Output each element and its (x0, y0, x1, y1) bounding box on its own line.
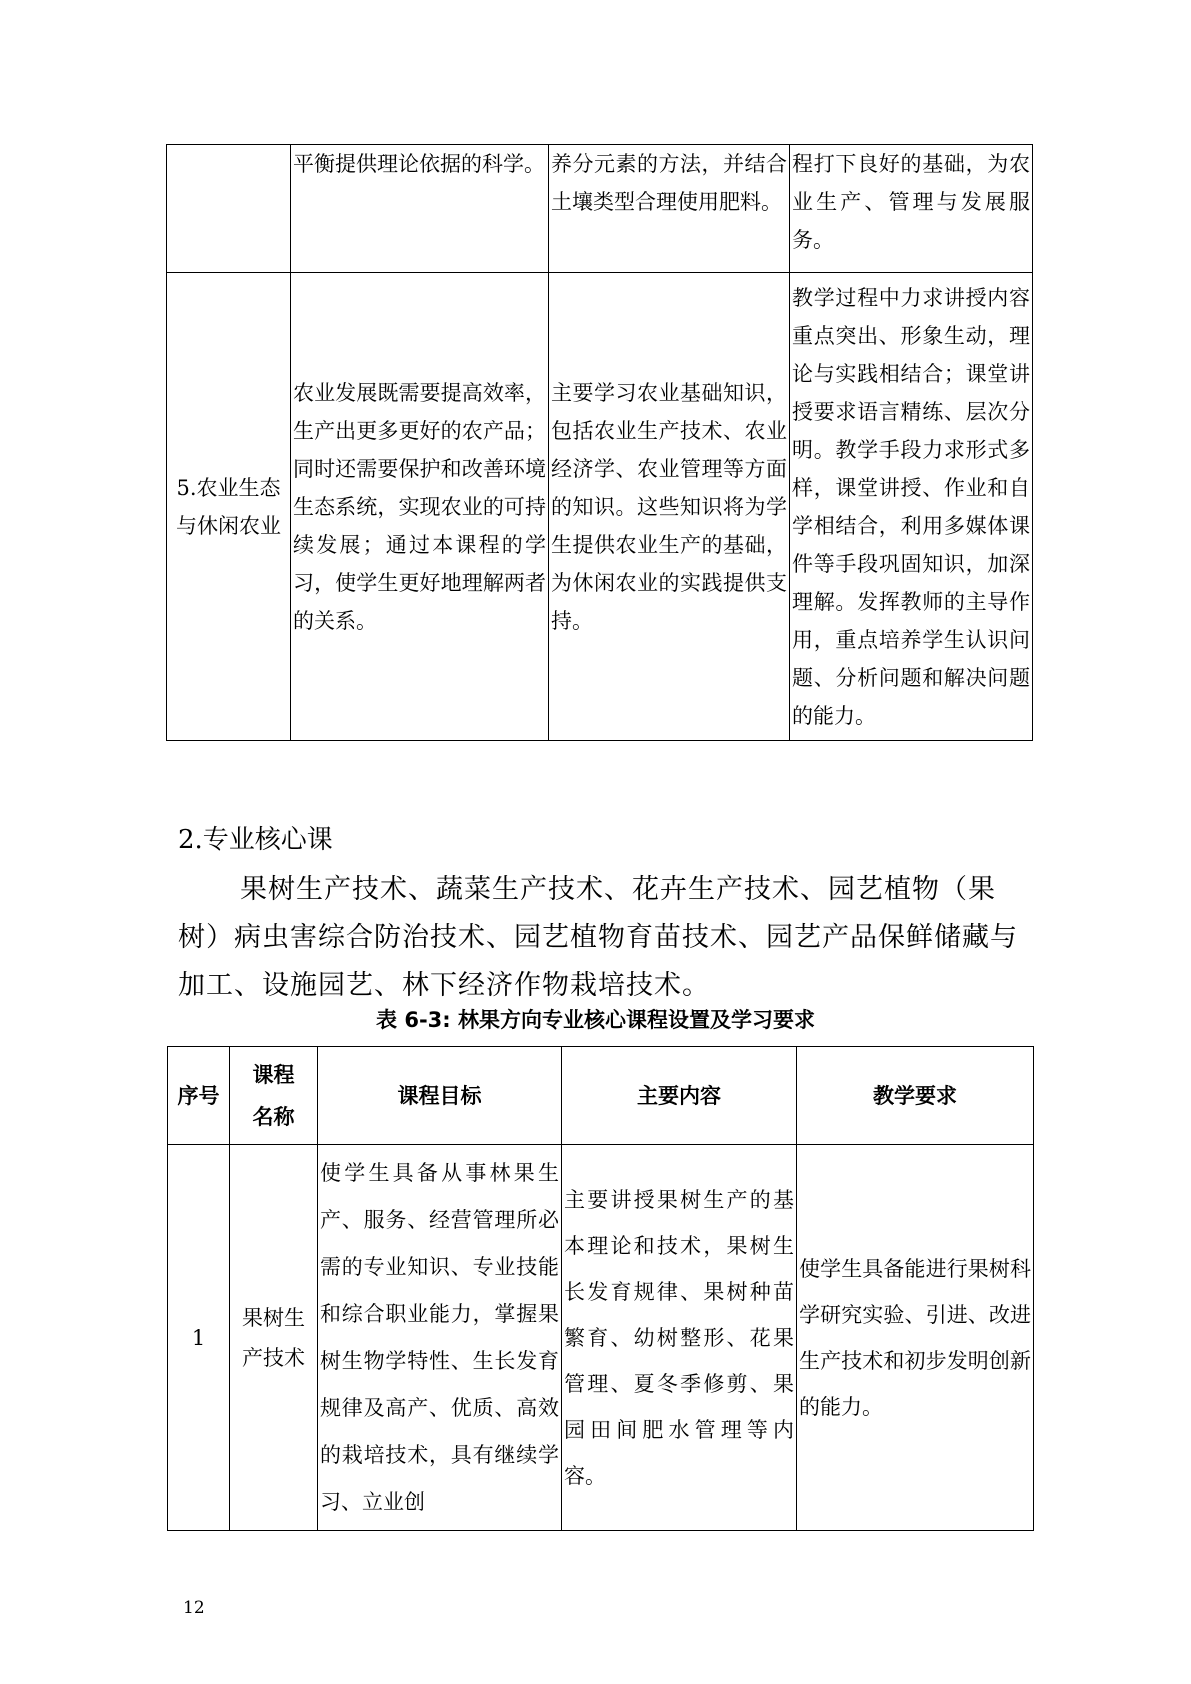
content-cell: 主要讲授果树生产的基本理论和技术，果树生长发育规律、果树种苗繁育、幼树整形、花果管理、夏冬季修剪、果园田间肥水管理等内容。 (562, 1145, 797, 1531)
table-caption: 表 6-3: 林果方向专业核心课程设置及学习要求 (376, 1008, 815, 1032)
requirement-cell: 使学生具备能进行果树科学研究实验、引进、改进生产技术和初步发明创新的能力。 (797, 1145, 1034, 1531)
header-seq: 序号 (168, 1047, 230, 1145)
table-cell: 程打下良好的基础，为农业生产、管理与发展服务。 (790, 145, 1033, 273)
course-name-cell: 5.农业生态与休闲农业 (167, 273, 291, 741)
table-cell: 主要学习农业基础知识，包括农业生产技术、农业经济学、农业管理等方面的知识。这些知识将为学生提供农业生产的基础，为休闲农业的实践提供支持。 (549, 273, 790, 741)
table-cell: 平衡提供理论依据的科学。 (291, 145, 549, 273)
table-header-row (168, 1047, 1034, 1145)
table-cell: 养分元素的方法，并结合土壤类型合理使用肥料。 (549, 145, 790, 273)
header-content: 主要内容 (562, 1047, 797, 1145)
page-number: 12 (183, 1598, 205, 1618)
goal-cell: 使学生具备从事林果生产、服务、经营管理所必需的专业知识、专业技能和综合职业能力，掌握果树生物学特性、生长发育规律及高产、优质、高效的栽培技术，具有继续学习、立业创 (318, 1145, 562, 1531)
section-heading: 2.专业核心课 (178, 825, 333, 855)
table-row (168, 1145, 1034, 1531)
core-courses-table (167, 1046, 1034, 1531)
section-paragraph: 果树生产技术、蔬菜生产技术、花卉生产技术、园艺植物（果树）病虫害综合防治技术、园艺植物育苗技术、园艺产品保鲜储藏与加工、设施园艺、林下经济作物栽培技术。 (178, 874, 1018, 1001)
table-row (167, 145, 1033, 273)
table-cell: 教学过程中力求讲授内容重点突出、形象生动，理论与实践相结合；课堂讲授要求语言精练、层次分明。教学手段力求形式多样，课堂讲授、作业和自学相结合，利用多媒体课件等手段巩固知识，加深理解。发挥教师的主导作用，重点培养学生认识问题、分析问题和解决问题的能力。 (790, 273, 1033, 741)
courses-table-continued (166, 144, 1033, 741)
table-row (167, 273, 1033, 741)
header-name: 课程名称 (230, 1047, 318, 1145)
table-cell: 农业发展既需要提高效率，生产出更多更好的农产品；同时还需要保护和改善环境生态系统，实现农业的可持续发展；通过本课程的学习，使学生更好地理解两者的关系。 (291, 273, 549, 741)
course-name-cell: 果树生产技术 (230, 1145, 318, 1531)
seq-cell: 1 (168, 1145, 230, 1531)
header-requirement: 教学要求 (797, 1047, 1034, 1145)
table-cell (167, 145, 291, 273)
header-goal: 课程目标 (318, 1047, 562, 1145)
